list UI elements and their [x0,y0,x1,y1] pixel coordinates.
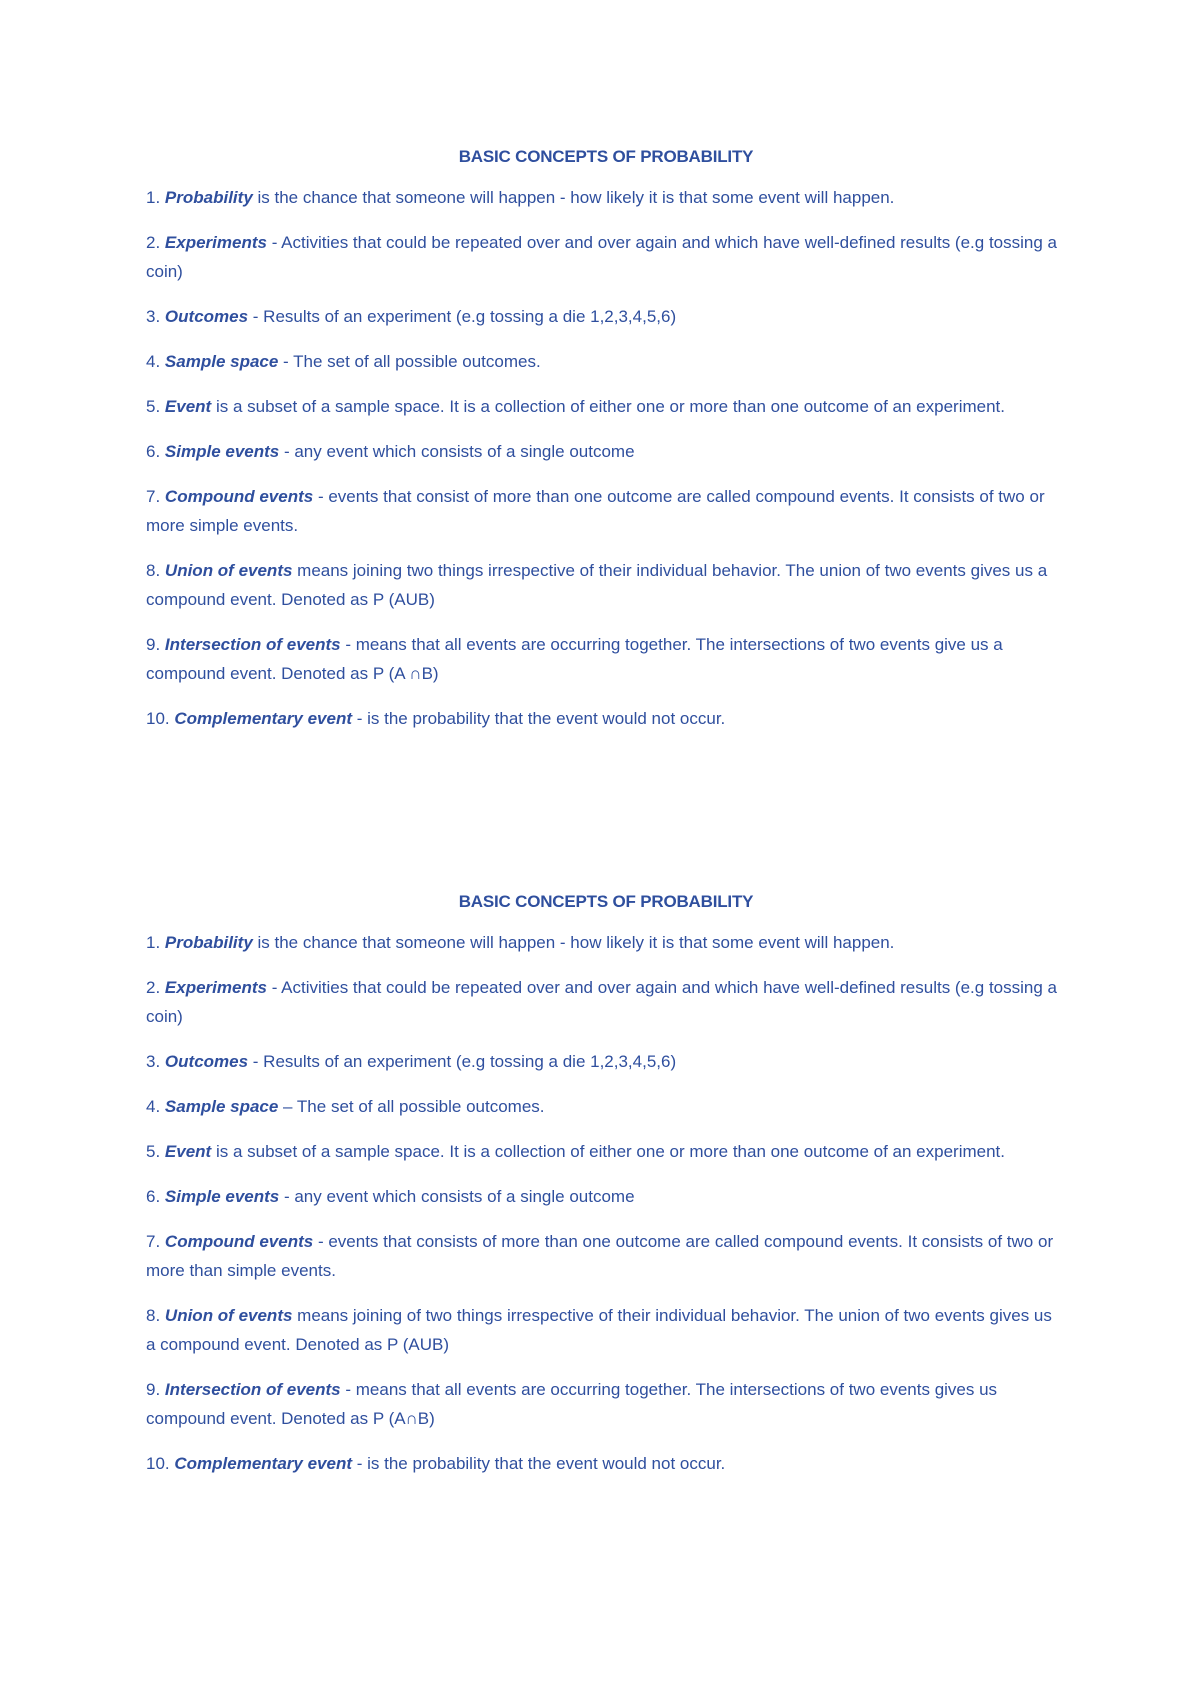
item-term: Intersection of events [164,635,341,654]
item-definition: - means that all events are occurring together. The intersections of two events gives us compound event. Denoted as P (A∩B) [146,1380,998,1428]
item-definition: - any event which consists of a single outcome [279,1187,635,1206]
item-definition: - means that all events are occurring together. The intersections of two events give us a compound event. Denoted as P (A ∩B) [146,635,1003,683]
item-number: 5. [146,397,161,416]
item-definition: is the chance that someone will happen - how likely it is that some event will happen. [252,188,895,207]
list-item [146,228,1066,286]
list-item [146,1047,1066,1076]
list-item [146,437,1066,466]
item-number: 6. [146,442,161,461]
item-term: Outcomes [164,307,249,326]
item-number: 8. [146,561,161,580]
item-number: 2. [146,233,161,252]
item-number: 8. [146,1306,161,1325]
list-item [146,1301,1066,1359]
item-number: 7. [146,487,161,506]
concepts-section-1 [146,146,1066,749]
list-item [146,973,1066,1031]
item-term: Simple events [164,1187,280,1206]
item-term: Sample space [164,352,279,371]
list-item [146,928,1066,957]
item-term: Union of events [164,561,293,580]
item-definition: - events that consist of more than one outcome are called compound events. It consists of two or more simple events. [146,487,1045,535]
item-term: Complementary event [174,709,352,728]
list-item [146,556,1066,614]
item-term: Experiments [164,978,267,997]
item-number: 4. [146,352,161,371]
list-item [146,1449,1066,1478]
item-number: 3. [146,1052,161,1071]
item-number: 3. [146,307,161,326]
item-number: 7. [146,1232,161,1251]
item-number: 1. [146,188,161,207]
section-title: BASIC CONCEPTS OF PROBABILITY [458,892,754,911]
item-definition: - is the probability that the event would not occur. [352,1454,726,1473]
item-term: Probability [164,188,253,207]
item-number: 10. [146,709,170,728]
item-number: 2. [146,978,161,997]
item-definition: – The set of all possible outcomes. [278,1097,545,1116]
list-item [146,392,1066,421]
item-definition: means joining two things irrespective of their individual behavior. The union of two events gives us a compound event. Denoted as P (AUB) [146,561,1048,609]
item-term: Complementary event [174,1454,352,1473]
item-definition: - Activities that could be repeated over and over again and which have well-defined results (e.g tossing a coin) [146,233,1057,281]
list-item [146,347,1066,376]
list-item [146,183,1066,212]
item-term: Simple events [164,442,280,461]
list-item [146,704,1066,733]
item-definition: means joining of two things irrespective of their individual behavior. The union of two events gives us a compound event. Denoted as P (AUB) [146,1306,1052,1354]
item-number: 1. [146,933,161,952]
list-item [146,1375,1066,1433]
item-term: Event [164,397,212,416]
item-number: 5. [146,1142,161,1161]
item-number: 6. [146,1187,161,1206]
list-item [146,630,1066,688]
section-title: BASIC CONCEPTS OF PROBABILITY [458,147,754,166]
list-item [146,1137,1066,1166]
item-term: Compound events [164,487,314,506]
item-definition: - Activities that could be repeated over and over again and which have well-defined results (e.g tossing a coin) [146,978,1057,1026]
item-number: 9. [146,1380,161,1399]
item-definition: - Results of an experiment (e.g tossing a die 1,2,3,4,5,6) [248,307,677,326]
item-definition: is a subset of a sample space. It is a collection of either one or more than one outcome of an experiment. [211,397,1005,416]
item-definition: - is the probability that the event would not occur. [352,709,726,728]
item-term: Experiments [164,233,267,252]
item-term: Event [164,1142,212,1161]
item-term: Probability [164,933,253,952]
item-term: Compound events [164,1232,314,1251]
item-definition: - events that consists of more than one outcome are called compound events. It consists of two or more than simple events. [146,1232,1054,1280]
item-number: 4. [146,1097,161,1116]
item-definition: - any event which consists of a single outcome [279,442,635,461]
item-number: 9. [146,635,161,654]
item-term: Outcomes [164,1052,249,1071]
item-number: 10. [146,1454,170,1473]
item-definition: - Results of an experiment (e.g tossing a die 1,2,3,4,5,6) [248,1052,677,1071]
list-item [146,302,1066,331]
item-term: Intersection of events [164,1380,341,1399]
list-item [146,482,1066,540]
item-definition: is the chance that someone will happen - how likely it is that some event will happen. [252,933,895,952]
concepts-section-2 [146,891,1066,1494]
item-term: Sample space [164,1097,279,1116]
item-term: Union of events [164,1306,293,1325]
list-item [146,1182,1066,1211]
list-item [146,1092,1066,1121]
list-item [146,1227,1066,1285]
item-definition: - The set of all possible outcomes. [278,352,541,371]
item-definition: is a subset of a sample space. It is a collection of either one or more than one outcome of an experiment. [211,1142,1005,1161]
